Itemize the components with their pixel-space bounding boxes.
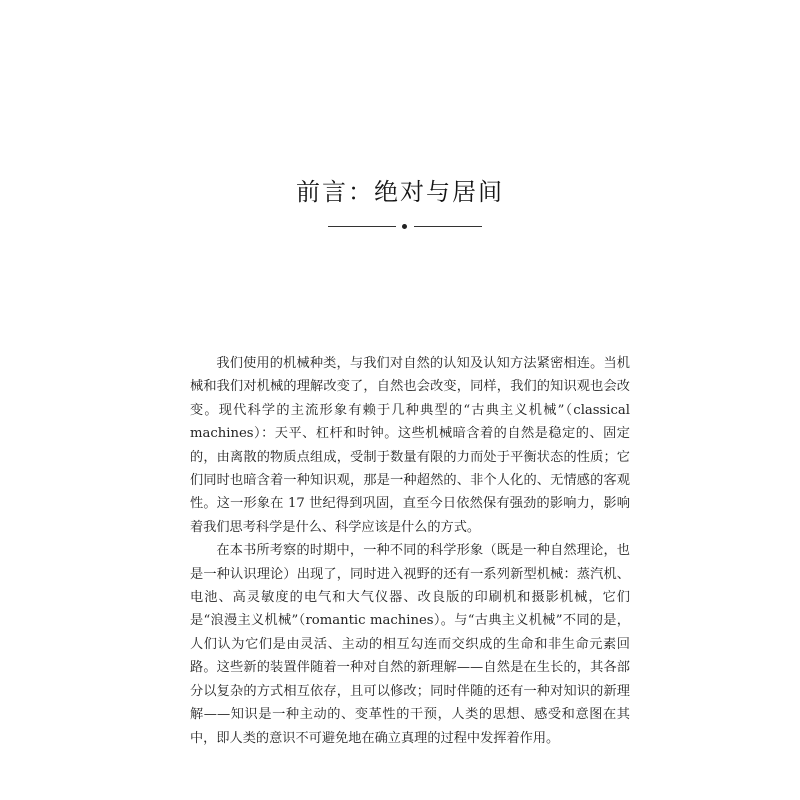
ornament-right-line <box>414 226 482 227</box>
ornament-dot-icon <box>402 224 407 229</box>
title-ornament <box>328 222 482 232</box>
paragraph-2: 在本书所考察的时期中，一种不同的科学形象（既是一种自然理论，也是一种认识理论）出现了，同时进入视野的还有一系列新型机械：蒸汽机、电池、高灵敏度的电气和大气仪器、改良版的印刷机和摄影机械，它们是“浪漫主义机械”（romantic machines）。与“古典主义机械”不同的是，人们认为它们是由灵活、主动的相互勾连而交织成的生命和非生命元素回路。这些新的装置伴随着一种对自然的新理解——自然是在生长的，其各部分以复杂的方式相互依存，且可以修改；同时伴随的还有一种对知识的新理解——知识是一种主动的、变革性的干预，人类的思想、感受和意图在其中，即人类的意识不可避免地在确立真理的过程中发挥着作用。 <box>190 543 630 746</box>
ornament-left-line <box>328 226 396 227</box>
paragraph-1: 我们使用的机械种类，与我们对自然的认知及认知方法紧密相连。当机械和我们对机械的理解改变了，自然也会改变，同样，我们的知识观也会改变。现代科学的主流形象有赖于几种典型的“古典主义机械”（classical machines）：天平、杠杆和时钟。这些机械暗含着的自然是稳定的、固定的，由离散的物质点组成，受制于数量有限的力而处于平衡状态的性质；它们同时也暗含着一种知识观，那是一种超然的、非个人化的、无情感的客观性。这一形象在 17 世纪得到巩固，直至今日依然保有强劲的影响力，影响着我们思考科学是什么、科学应该是什么的方式。 <box>190 356 630 535</box>
chapter-title: 前言：绝对与居间 <box>296 178 504 206</box>
body-text <box>190 352 630 750</box>
